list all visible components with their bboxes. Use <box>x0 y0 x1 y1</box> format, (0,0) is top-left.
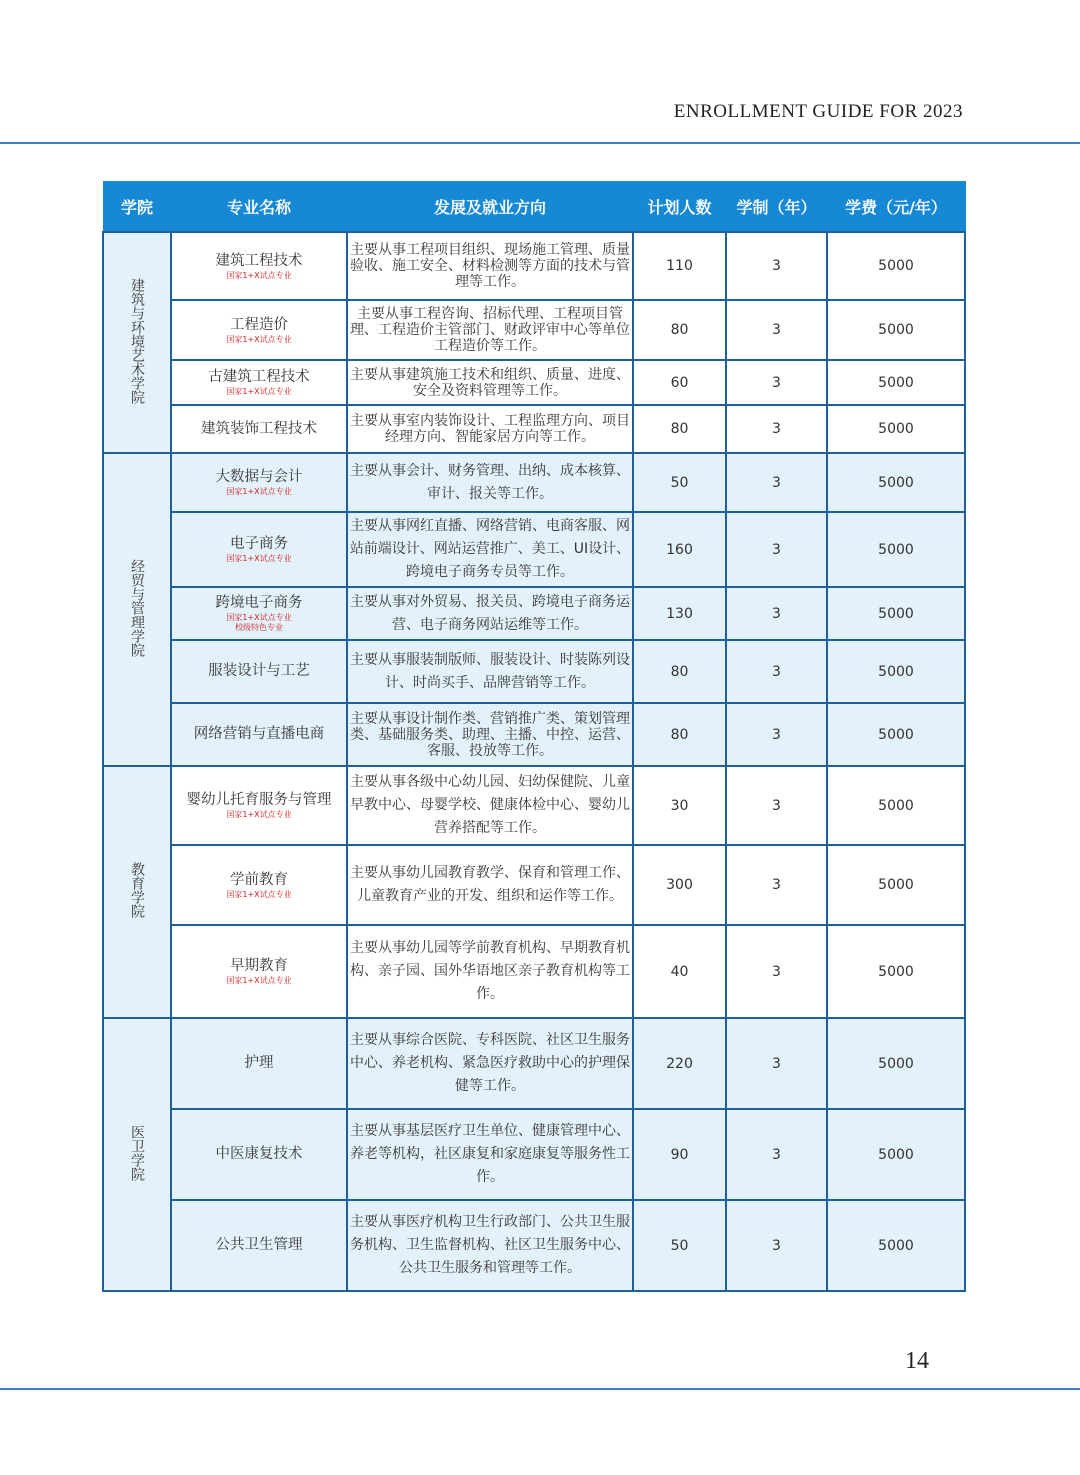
fee-cell: 5000 <box>827 587 965 640</box>
major-tag: 国家1+X试点专业 <box>226 554 292 563</box>
years-cell: 3 <box>726 360 827 405</box>
column-header-direction: 发展及就业方向 <box>347 181 633 232</box>
fee-cell: 5000 <box>827 1109 965 1200</box>
major-tag: 国家1+X试点专业 <box>226 387 292 396</box>
college-name: 医卫学院 <box>129 1124 145 1181</box>
major-name: 电子商务 <box>230 536 288 552</box>
plan-cell: 50 <box>633 1200 726 1291</box>
table-row <box>103 1109 965 1200</box>
table-row <box>103 587 965 640</box>
fee-cell: 5000 <box>827 766 965 845</box>
years-cell: 3 <box>726 1200 827 1291</box>
major-tag: 校级特色专业 <box>235 623 283 632</box>
years-cell: 3 <box>726 300 827 360</box>
major-tag: 国家1+X试点专业 <box>226 976 292 985</box>
major-cell <box>171 360 347 405</box>
plan-cell: 300 <box>633 845 726 925</box>
fee-cell: 5000 <box>827 1200 965 1291</box>
major-name: 古建筑工程技术 <box>208 369 310 385</box>
years-cell: 3 <box>726 232 827 300</box>
plan-cell: 60 <box>633 360 726 405</box>
table-row <box>103 512 965 587</box>
years-cell: 3 <box>726 512 827 587</box>
direction-cell: 主要从事建筑施工技术和组织、质量、进度、安全及资料管理等工作。 <box>347 360 633 405</box>
college-cell <box>103 766 171 1018</box>
table-row <box>103 1018 965 1109</box>
years-cell: 3 <box>726 845 827 925</box>
enrollment-table <box>102 181 966 1292</box>
direction-cell: 主要从事工程咨询、招标代理、工程项目管理、工程造价主管部门、财政评审中心等单位工程造价等工作。 <box>347 300 633 360</box>
direction-cell: 主要从事室内装饰设计、工程监理方向、项目经理方向、智能家居方向等工作。 <box>347 405 633 453</box>
plan-cell: 50 <box>633 453 726 512</box>
table-row <box>103 453 965 512</box>
years-cell: 3 <box>726 766 827 845</box>
major-cell <box>171 766 347 845</box>
college-name: 教育学院 <box>129 862 145 918</box>
major-cell <box>171 587 347 640</box>
major-cell <box>171 512 347 587</box>
major-name: 网络营销与直播电商 <box>193 726 325 742</box>
years-cell: 3 <box>726 640 827 703</box>
direction-cell: 主要从事设计制作类、营销推广类、策划管理类、基础服务类、助理、主播、中控、运营、客服、投放等工作。 <box>347 703 633 766</box>
major-tag: 国家1+X试点专业 <box>226 270 292 280</box>
table-header-row <box>103 181 965 232</box>
table-row <box>103 1200 965 1291</box>
column-header-fee: 学费（元/年） <box>827 181 965 232</box>
direction-cell: 主要从事工程项目组织、现场施工管理、质量验收、施工安全、材料检测等方面的技术与管理等工作。 <box>347 232 633 300</box>
major-tag: 国家1+X试点专业 <box>226 334 292 344</box>
fee-cell: 5000 <box>827 845 965 925</box>
plan-cell: 90 <box>633 1109 726 1200</box>
major-tag: 国家1+X试点专业 <box>226 889 292 899</box>
plan-cell: 80 <box>633 405 726 453</box>
plan-cell: 220 <box>633 1018 726 1109</box>
major-name: 中医康复技术 <box>215 1146 303 1162</box>
bottom-divider <box>0 1388 1080 1390</box>
direction-cell: 主要从事各级中心幼儿园、妇幼保健院、儿童早教中心、母婴学校、健康体检中心、婴幼儿营养搭配等工作。 <box>347 766 633 845</box>
direction-cell: 主要从事综合医院、专科医院、社区卫生服务中心、养老机构、紧急医疗救助中心的护理保健等工作。 <box>347 1018 633 1109</box>
major-name: 护理 <box>244 1055 274 1071</box>
direction-cell: 主要从事网红直播、网络营销、电商客服、网站前端设计、网站运营推广、美工、UI设计、跨境电子商务专员等工作。 <box>347 512 633 587</box>
table-row <box>103 300 965 360</box>
table-row <box>103 845 965 925</box>
table-row <box>103 766 965 845</box>
direction-cell: 主要从事幼儿园等学前教育机构、早期教育机构、亲子园、国外华语地区亲子教育机构等工作。 <box>347 925 633 1018</box>
college-cell <box>103 1018 171 1291</box>
major-cell <box>171 453 347 512</box>
fee-cell: 5000 <box>827 703 965 766</box>
table-row <box>103 640 965 703</box>
guide-header: ENROLLMENT GUIDE FOR 2023 <box>673 101 963 122</box>
plan-cell: 40 <box>633 925 726 1018</box>
major-name: 大数据与会计 <box>215 469 303 485</box>
plan-cell: 80 <box>633 703 726 766</box>
years-cell: 3 <box>726 925 827 1018</box>
major-name: 公共卫生管理 <box>215 1237 303 1253</box>
major-name: 工程造价 <box>230 316 288 333</box>
college-name: 经贸与管理学院 <box>129 558 145 657</box>
years-cell: 3 <box>726 1018 827 1109</box>
column-header-college: 学院 <box>103 181 171 232</box>
fee-cell: 5000 <box>827 300 965 360</box>
college-cell <box>103 453 171 766</box>
major-tag: 国家1+X试点专业 <box>226 810 292 819</box>
fee-cell: 5000 <box>827 453 965 512</box>
major-cell <box>171 1200 347 1291</box>
direction-cell: 主要从事幼儿园教育教学、保育和管理工作、儿童教育产业的开发、组织和运作等工作。 <box>347 845 633 925</box>
years-cell: 3 <box>726 587 827 640</box>
column-header-major: 专业名称 <box>171 181 347 232</box>
table-row <box>103 703 965 766</box>
plan-cell: 130 <box>633 587 726 640</box>
top-divider <box>0 142 1080 144</box>
major-name: 婴幼儿托育服务与管理 <box>186 792 332 808</box>
plan-cell: 30 <box>633 766 726 845</box>
table-row <box>103 925 965 1018</box>
direction-cell: 主要从事基层医疗卫生单位、健康管理中心、养老等机构，社区康复和家庭康复等服务性工作。 <box>347 1109 633 1200</box>
years-cell: 3 <box>726 703 827 766</box>
major-cell <box>171 232 347 300</box>
column-header-plan: 计划人数 <box>633 181 726 232</box>
college-name: 建筑与环境艺术学院 <box>129 277 145 404</box>
table-body <box>103 232 965 1291</box>
years-cell: 3 <box>726 1109 827 1200</box>
table-row <box>103 360 965 405</box>
column-header-years: 学制（年） <box>726 181 827 232</box>
years-cell: 3 <box>726 453 827 512</box>
fee-cell: 5000 <box>827 925 965 1018</box>
direction-cell: 主要从事对外贸易、报关员、跨境电子商务运营、电子商务网站运维等工作。 <box>347 587 633 640</box>
major-cell <box>171 1018 347 1109</box>
major-name: 建筑装饰工程技术 <box>201 420 317 437</box>
fee-cell: 5000 <box>827 640 965 703</box>
table-row <box>103 405 965 453</box>
major-name: 早期教育 <box>230 958 288 974</box>
major-tag: 国家1+X试点专业 <box>226 613 292 622</box>
fee-cell: 5000 <box>827 1018 965 1109</box>
fee-cell: 5000 <box>827 360 965 405</box>
plan-cell: 80 <box>633 300 726 360</box>
major-name: 跨境电子商务 <box>215 595 303 611</box>
years-cell: 3 <box>726 405 827 453</box>
major-name: 服装设计与工艺 <box>208 663 310 679</box>
page-number: 14 <box>905 1348 929 1374</box>
table-row <box>103 232 965 300</box>
plan-cell: 160 <box>633 512 726 587</box>
direction-cell: 主要从事医疗机构卫生行政部门、公共卫生服务机构、卫生监督机构、社区卫生服务中心、公共卫生服务和管理等工作。 <box>347 1200 633 1291</box>
major-cell <box>171 703 347 766</box>
major-cell <box>171 640 347 703</box>
direction-cell: 主要从事服装制版师、服装设计、时装陈列设计、时尚买手、品牌营销等工作。 <box>347 640 633 703</box>
major-tag: 国家1+X试点专业 <box>226 487 292 496</box>
direction-cell: 主要从事会计、财务管理、出纳、成本核算、审计、报关等工作。 <box>347 453 633 512</box>
plan-cell: 110 <box>633 232 726 300</box>
major-cell <box>171 1109 347 1200</box>
major-name: 建筑工程技术 <box>215 252 303 269</box>
college-cell <box>103 232 171 453</box>
fee-cell: 5000 <box>827 232 965 300</box>
major-cell <box>171 300 347 360</box>
major-cell <box>171 925 347 1018</box>
fee-cell: 5000 <box>827 512 965 587</box>
fee-cell: 5000 <box>827 405 965 453</box>
major-cell <box>171 405 347 453</box>
major-name: 学前教育 <box>230 871 288 888</box>
major-cell <box>171 845 347 925</box>
plan-cell: 80 <box>633 640 726 703</box>
